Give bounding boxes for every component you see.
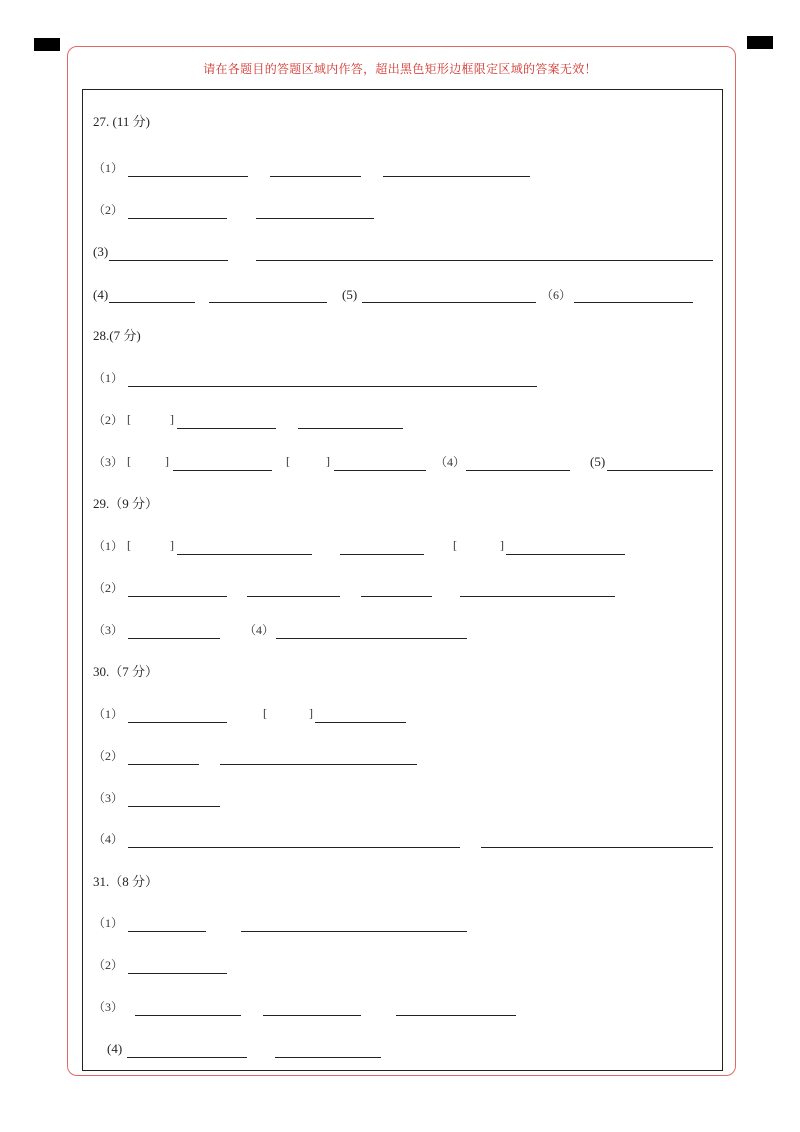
q30-1-bracket-close: ] bbox=[309, 706, 313, 720]
q28-part-5-label: (5) bbox=[590, 454, 606, 469]
q31-1-blank-a[interactable] bbox=[128, 931, 206, 932]
q27-part-2-label: （2） bbox=[93, 203, 124, 217]
q28-3-blank-b[interactable] bbox=[334, 470, 426, 471]
q27-1-blank-b[interactable] bbox=[270, 176, 361, 177]
q29-part-3-label: （3） bbox=[93, 623, 124, 637]
q27-part-5-label: (5) bbox=[342, 287, 358, 302]
q30-2-blank-b[interactable] bbox=[220, 764, 417, 765]
q27-1-blank-a[interactable] bbox=[128, 176, 248, 177]
q28-part-1-label: （1） bbox=[93, 371, 124, 385]
q28-2-bracket-close: ] bbox=[170, 412, 174, 426]
q28-part-3-label: （3） bbox=[93, 455, 124, 469]
q31-part-2-label: （2） bbox=[93, 958, 124, 972]
q31-3-blank-a[interactable] bbox=[135, 1015, 241, 1016]
q29-2-blank-c[interactable] bbox=[361, 596, 432, 597]
q28-4-blank[interactable] bbox=[466, 470, 570, 471]
q30-1-blank-a[interactable] bbox=[128, 722, 227, 723]
q28-part-2-label: （2） bbox=[93, 413, 124, 427]
q29-title: 29.（9 分） bbox=[93, 496, 159, 511]
q29-1-blank-a[interactable] bbox=[177, 554, 312, 555]
q30-part-1-label: （1） bbox=[93, 707, 124, 721]
alignment-marker-left bbox=[34, 38, 60, 51]
answer-region-notice: 请在各题目的答题区域内作答，超出黑色矩形边框限定区域的答案无效！ bbox=[203, 62, 597, 76]
q31-4-blank-b[interactable] bbox=[275, 1057, 381, 1058]
q31-part-1-label: （1） bbox=[93, 916, 124, 930]
q30-title: 30.（7 分） bbox=[93, 664, 159, 679]
q28-2-bracket-open: [ bbox=[127, 412, 131, 426]
q31-part-3-label: （3） bbox=[93, 1000, 124, 1014]
q27-4-blank-b[interactable] bbox=[209, 302, 327, 303]
q31-3-blank-c[interactable] bbox=[396, 1015, 516, 1016]
q28-title: 28.(7 分) bbox=[93, 328, 141, 343]
q30-3-blank[interactable] bbox=[128, 806, 220, 807]
q29-4-blank[interactable] bbox=[276, 638, 467, 639]
q27-1-blank-c[interactable] bbox=[383, 176, 530, 177]
q31-title: 31.（8 分） bbox=[93, 874, 159, 889]
q28-3-bracket-close-a: ] bbox=[165, 454, 169, 468]
q27-3-blank-a[interactable] bbox=[109, 260, 228, 261]
q31-part-4-label: (4) bbox=[107, 1041, 123, 1056]
answer-box-border bbox=[82, 89, 723, 1071]
q30-1-blank-b[interactable] bbox=[315, 722, 406, 723]
q27-3-blank-b[interactable] bbox=[256, 260, 713, 261]
q31-2-blank[interactable] bbox=[128, 973, 227, 974]
q30-part-3-label: （3） bbox=[93, 791, 124, 805]
q29-1-bracket-close-b: ] bbox=[500, 538, 504, 552]
q28-3-bracket-close-b: ] bbox=[326, 454, 330, 468]
q27-4-blank-a[interactable] bbox=[109, 302, 195, 303]
q29-1-bracket-open-b: [ bbox=[453, 538, 457, 552]
q28-1-blank[interactable] bbox=[128, 386, 537, 387]
q29-1-blank-c[interactable] bbox=[506, 554, 625, 555]
q30-2-blank-a[interactable] bbox=[128, 764, 199, 765]
q27-6-blank[interactable] bbox=[574, 302, 693, 303]
q31-1-blank-b[interactable] bbox=[241, 931, 467, 932]
q29-1-bracket-close-a: ] bbox=[170, 538, 174, 552]
q27-2-blank-a[interactable] bbox=[128, 218, 227, 219]
q30-4-blank-a[interactable] bbox=[128, 847, 460, 848]
q28-2-blank-a[interactable] bbox=[177, 428, 276, 429]
q29-2-blank-a[interactable] bbox=[128, 596, 227, 597]
q29-2-blank-d[interactable] bbox=[460, 596, 615, 597]
q29-part-1-label: （1） bbox=[93, 539, 124, 553]
q30-part-4-label: （4） bbox=[93, 832, 124, 846]
q30-4-blank-b[interactable] bbox=[481, 847, 713, 848]
q30-part-2-label: （2） bbox=[93, 749, 124, 763]
q29-part-4-label: （4） bbox=[244, 623, 275, 637]
q28-2-blank-b[interactable] bbox=[298, 428, 403, 429]
q27-2-blank-b[interactable] bbox=[256, 218, 374, 219]
q31-3-blank-b[interactable] bbox=[263, 1015, 361, 1016]
q28-3-blank-a[interactable] bbox=[173, 470, 272, 471]
q28-3-bracket-open-b: [ bbox=[286, 454, 290, 468]
q29-1-bracket-open-a: [ bbox=[127, 538, 131, 552]
q27-part-6-label: （6） bbox=[541, 288, 572, 302]
q27-part-1-label: （1） bbox=[93, 161, 124, 175]
q29-3-blank[interactable] bbox=[128, 638, 220, 639]
q27-5-blank[interactable] bbox=[362, 302, 536, 303]
q28-part-4-label: （4） bbox=[435, 455, 466, 469]
q28-3-bracket-open-a: [ bbox=[127, 454, 131, 468]
q28-5-blank[interactable] bbox=[607, 470, 713, 471]
q27-title: 27. (11 分) bbox=[93, 114, 150, 129]
q29-part-2-label: （2） bbox=[93, 581, 124, 595]
q27-part-3-label: (3) bbox=[93, 244, 109, 259]
alignment-marker-right bbox=[747, 36, 773, 49]
q29-1-blank-b[interactable] bbox=[340, 554, 424, 555]
q29-2-blank-b[interactable] bbox=[247, 596, 340, 597]
q30-1-bracket-open: [ bbox=[263, 706, 267, 720]
q27-part-4-label: (4) bbox=[93, 287, 109, 302]
q31-4-blank-a[interactable] bbox=[127, 1057, 247, 1058]
